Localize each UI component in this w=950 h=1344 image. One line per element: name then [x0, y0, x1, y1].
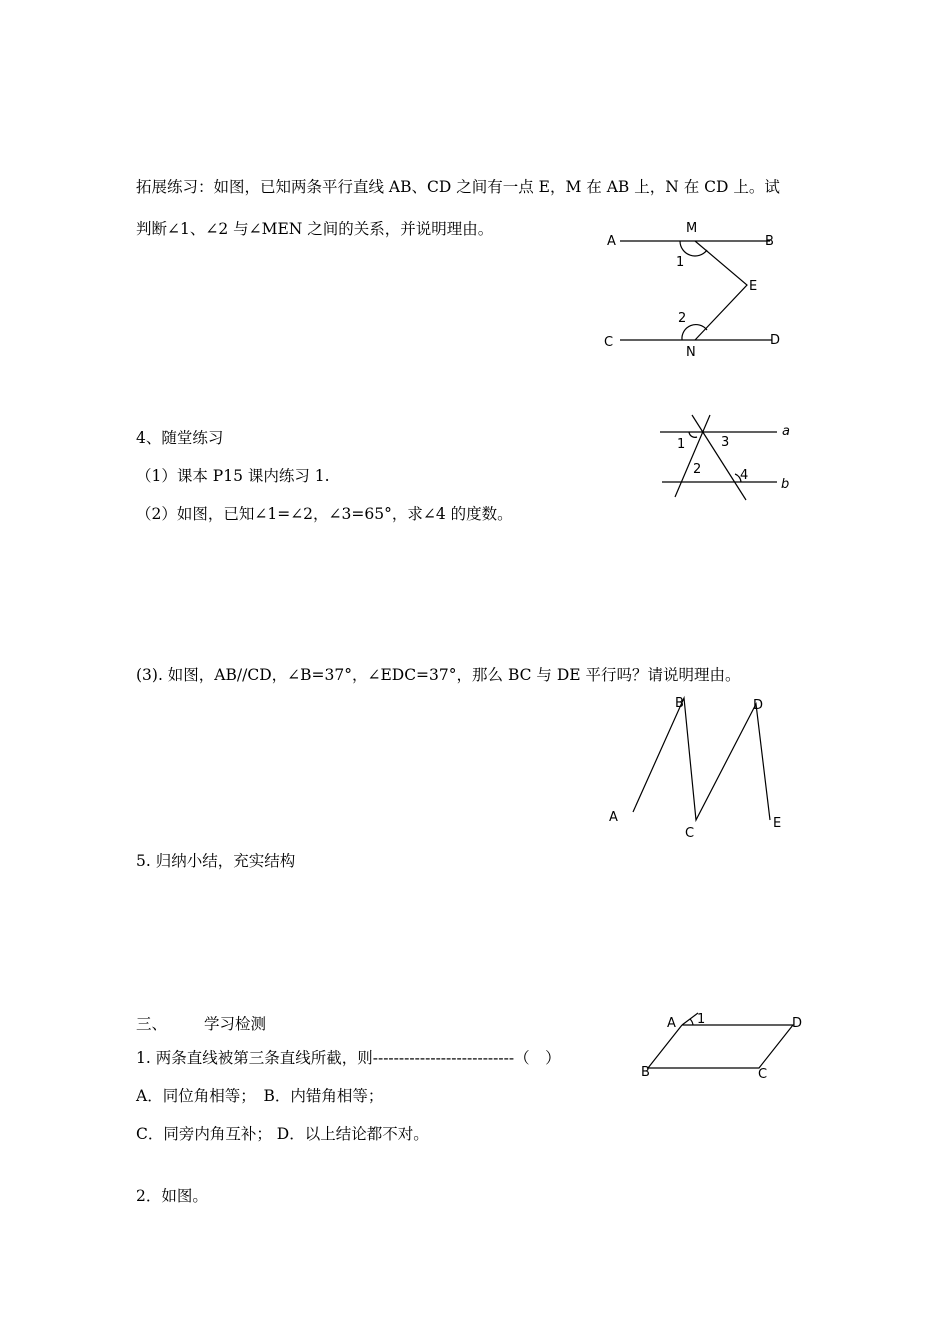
label-b: B	[641, 1065, 650, 1080]
label-m: M	[686, 221, 698, 236]
label-c: C	[604, 335, 614, 350]
section-4-q2: （2）如图，已知∠1=∠2，∠3=65°，求∠4 的度数。	[136, 505, 513, 523]
label-2: 2	[678, 311, 687, 326]
section-3-number: 三、	[136, 1015, 168, 1033]
section-4-q3: (3). 如图，AB//CD，∠B=37°，∠EDC=37°，那么 BC 与 DE 平行吗？请说明理由。	[136, 666, 741, 684]
label-b: B	[765, 234, 774, 249]
parallelogram-abcd	[648, 1025, 793, 1068]
label-a: A	[609, 810, 618, 825]
figure-angles-1-4	[655, 412, 805, 502]
transversal-left	[675, 415, 710, 497]
figure-parallelogram	[635, 1005, 815, 1085]
extension-line-1: 拓展练习：如图，已知两条平行直线 AB、CD 之间有一点 E，M 在 AB 上，N 在 CD 上。试	[136, 178, 780, 196]
label-a: a	[782, 424, 790, 439]
extension-line-2: 判断∠1、∠2 与∠MEN 之间的关系，并说明理由。	[136, 220, 494, 238]
angle-1-arc	[690, 1019, 693, 1025]
label-a: A	[667, 1016, 676, 1031]
label-c: C	[758, 1067, 768, 1082]
label-1: 1	[697, 1012, 706, 1027]
label-d: D	[770, 333, 781, 348]
label-n: N	[686, 345, 696, 360]
test-q2: 2．如图。	[136, 1187, 208, 1205]
label-4: 4	[740, 468, 749, 483]
label-1: 1	[676, 255, 685, 270]
figure-parallel-lines-e	[600, 215, 790, 365]
section-4-title: 4、随堂练习	[136, 429, 224, 447]
section-3-title: 学习检测	[204, 1015, 267, 1033]
label-d: D	[792, 1016, 803, 1031]
label-e: E	[749, 279, 758, 294]
path-a-b-c-d-e	[633, 698, 770, 820]
angle-2-arc	[682, 325, 707, 340]
label-b: b	[781, 477, 790, 492]
label-c: C	[685, 826, 695, 841]
label-2: 2	[693, 462, 702, 477]
test-q1: 1. 两条直线被第三条直线所截，则---------------------------（ ）	[136, 1049, 561, 1067]
test-q1-options-ab: A．同位角相等； B．内错角相等；	[136, 1087, 384, 1105]
line-m-e-n	[695, 241, 747, 340]
label-3: 3	[721, 435, 730, 450]
label-a: A	[607, 234, 616, 249]
label-e: E	[773, 816, 782, 831]
angle-1-arc	[689, 432, 697, 437]
label-1: 1	[677, 437, 686, 452]
figure-m-shape	[600, 688, 800, 841]
label-d: D	[753, 698, 764, 713]
transversal-right	[692, 415, 749, 500]
section-4-q1: （1）课本 P15 课内练习 1.	[136, 467, 330, 485]
label-b: B	[675, 696, 684, 711]
test-q1-options-cd: C．同旁内角互补； D．以上结论都不对。	[136, 1125, 429, 1143]
section-5-title: 5. 归纳小结，充实结构	[136, 852, 296, 870]
